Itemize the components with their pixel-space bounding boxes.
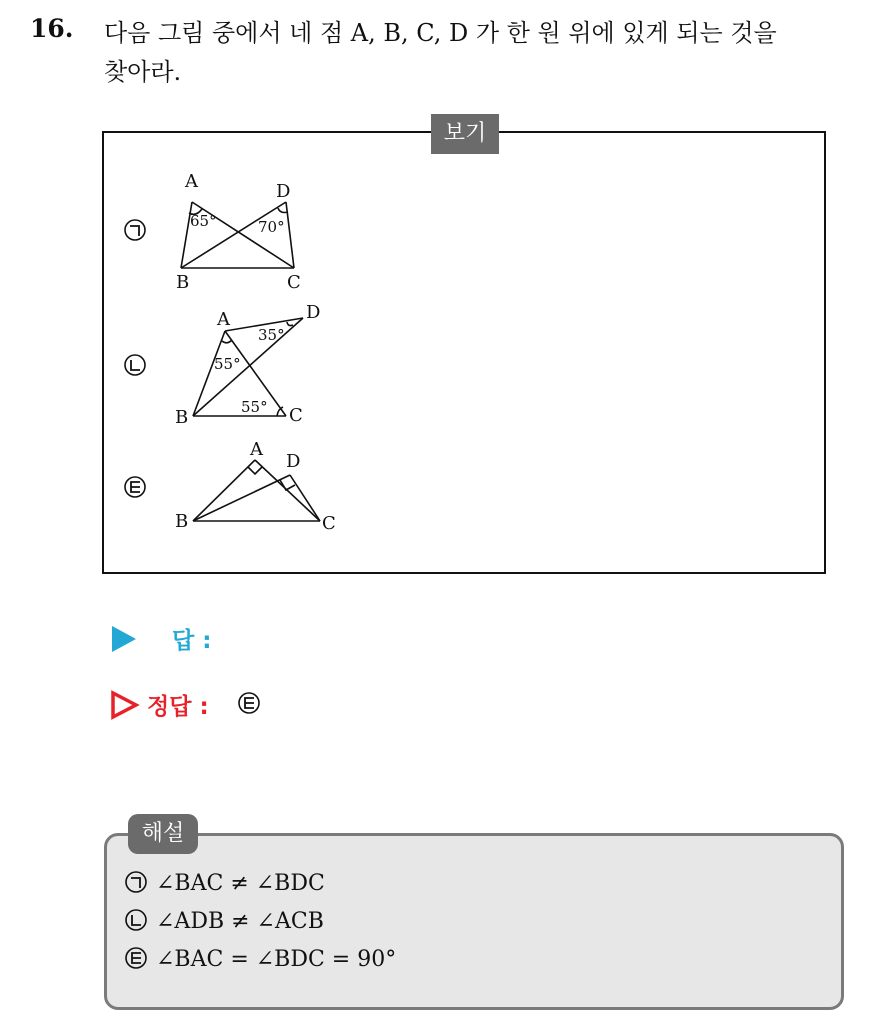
bogi-figures (110, 165, 370, 550)
solution-text-3: ∠BAC = ∠BDC = 90° (156, 947, 397, 972)
choice-2-marker (125, 355, 145, 375)
question-number: 16. (30, 14, 74, 43)
question-line-2: 찾아라. (104, 58, 182, 86)
correct-answer-arrow-icon (110, 690, 140, 720)
choice-3-marker (125, 477, 145, 497)
solution-line-2 (124, 908, 324, 934)
answer-label: 답 : (172, 628, 212, 654)
choice-3-label-C: C (322, 513, 336, 534)
question-line-1: 다음 그림 중에서 네 점 A, B, C, D 가 한 원 위에 있게 되는 것을 (104, 19, 777, 47)
correct-answer-label: 정답 : (147, 694, 209, 720)
answer-play-icon (110, 623, 140, 655)
choice-1-angle-D: 70° (258, 218, 285, 236)
choice-2-angle-A: 55° (214, 355, 241, 373)
choice-1-label-A: A (185, 171, 198, 192)
solution-marker-3-icon (124, 946, 148, 970)
solution-label: 해설 (128, 814, 198, 854)
question-text (104, 14, 874, 92)
choice-1-label-C: C (287, 272, 301, 293)
choice-2 (125, 302, 320, 428)
solution-text-1: ∠BAC ≠ ∠BDC (156, 871, 325, 896)
choice-1-marker (125, 220, 145, 240)
choice-2-angle-C: 55° (241, 398, 268, 416)
choice-3-figure (193, 460, 320, 521)
choice-2-angle-D: 35° (258, 326, 285, 344)
choice-2-label-D: D (306, 302, 321, 323)
choice-1 (125, 171, 301, 293)
solution-line-3 (124, 946, 396, 972)
choice-1-label-D: D (276, 181, 291, 202)
choice-3-label-D: D (286, 451, 301, 472)
choice-3-label-A: A (250, 439, 263, 460)
choice-2-label-B: B (175, 407, 189, 428)
choice-1-angle-A: 65° (190, 212, 217, 230)
bogi-label: 보기 (431, 114, 499, 154)
choice-3 (125, 439, 336, 534)
solution-marker-2-icon (124, 908, 148, 932)
solution-text-2: ∠ADB ≠ ∠ACB (156, 909, 324, 934)
solution-line-1 (124, 870, 325, 896)
correct-answer-value-icon (236, 690, 262, 716)
choice-2-label-A: A (217, 309, 230, 330)
choice-2-label-C: C (289, 405, 303, 426)
choice-1-label-B: B (176, 272, 190, 293)
solution-marker-1-icon (124, 870, 148, 894)
choice-3-label-B: B (175, 511, 189, 532)
